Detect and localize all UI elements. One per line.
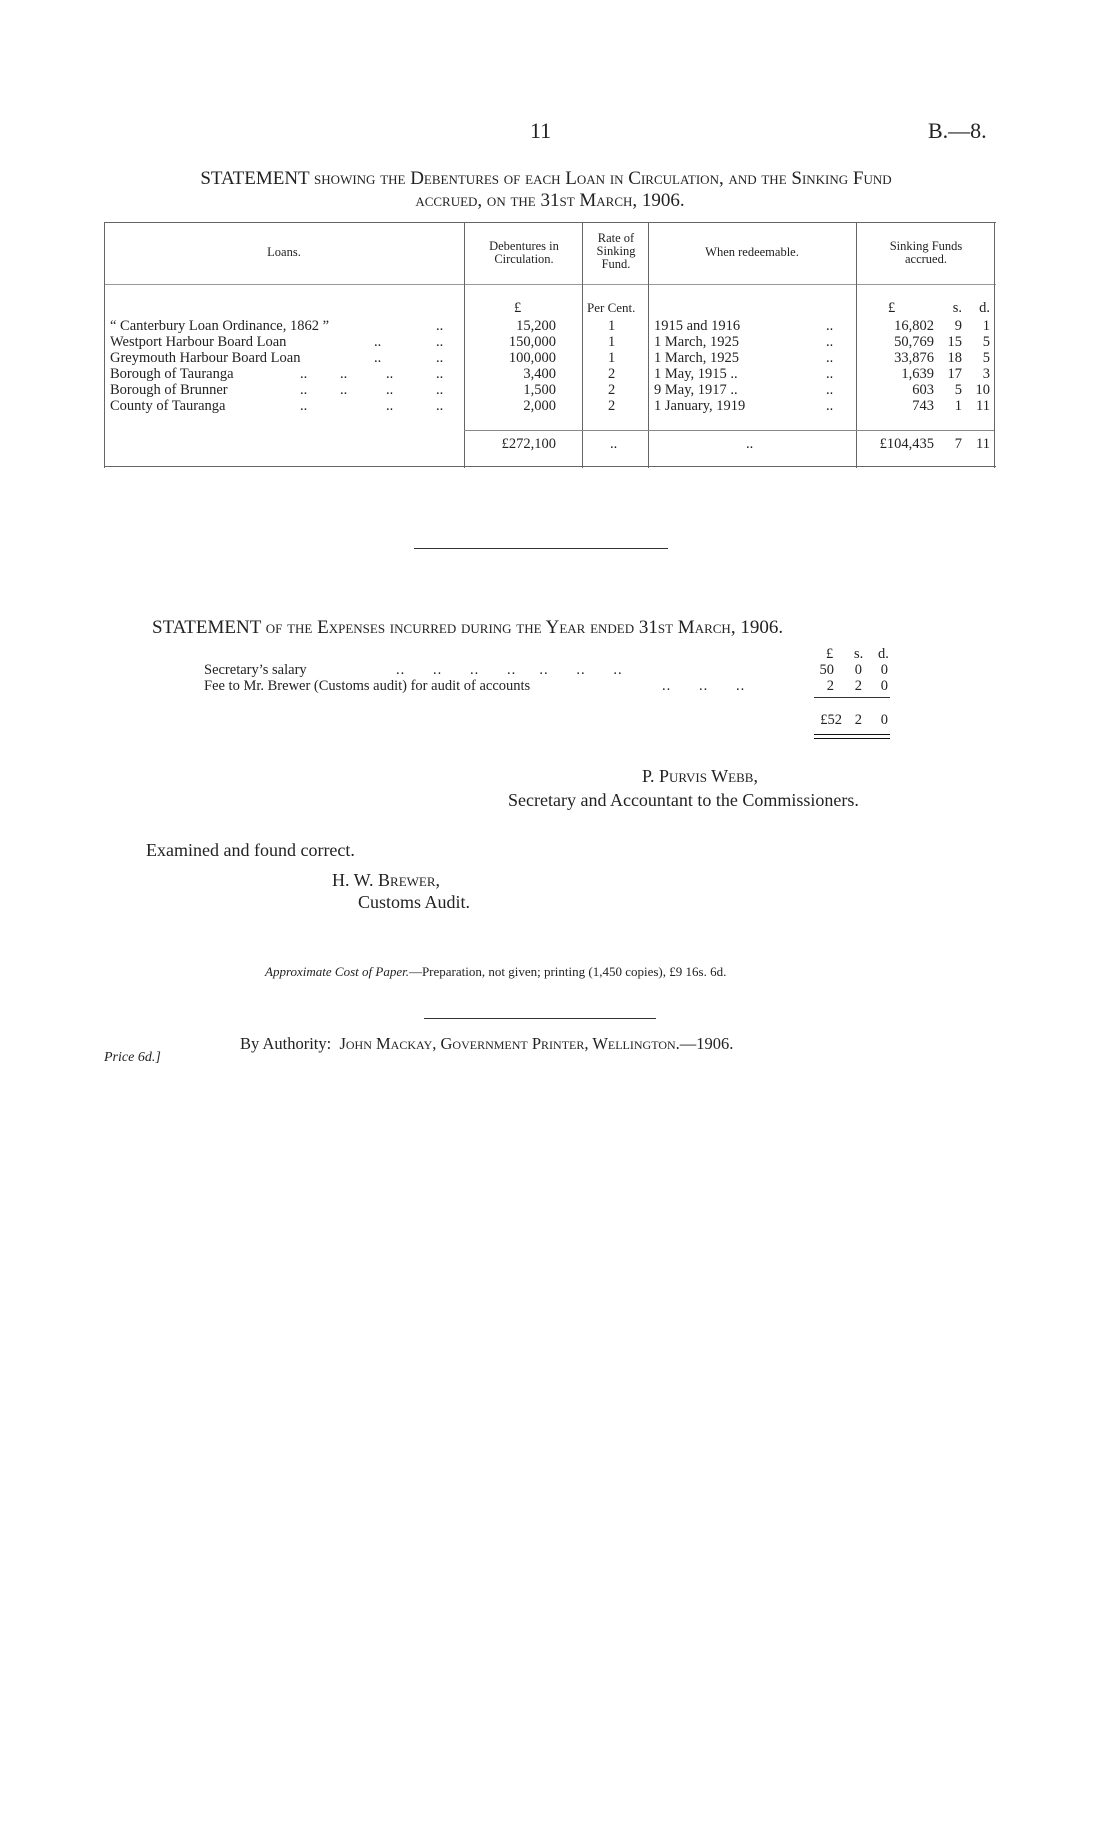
leader-dots: .. bbox=[300, 398, 308, 414]
redeemable-value: 1 January, 1919 bbox=[654, 398, 746, 414]
leader-dots: .. .. .. bbox=[662, 678, 746, 694]
shillings-value: 9 bbox=[954, 318, 962, 334]
expense-total-shillings: 2 bbox=[854, 712, 862, 728]
footer-divider bbox=[424, 1018, 656, 1019]
pounds-value: 603 bbox=[912, 382, 934, 398]
loan-name: “ Canterbury Loan Ordinance, 1862 ” bbox=[110, 318, 330, 334]
table-header-border bbox=[104, 284, 996, 285]
pence-value: 3 bbox=[982, 366, 990, 382]
expense-shillings: 2 bbox=[854, 678, 862, 694]
pounds-value: 16,802 bbox=[894, 318, 934, 334]
pence-value: 5 bbox=[982, 334, 990, 350]
col-header-redeemable: When redeemable. bbox=[705, 245, 799, 259]
col-header-rate: Rate of Sinking Fund. bbox=[596, 231, 636, 271]
pence-value: 11 bbox=[976, 398, 990, 414]
expense-pounds: 50 bbox=[819, 662, 834, 678]
authority-text: John Mackay, Government Printer, Wellington.—1906. bbox=[339, 1034, 734, 1053]
table-bottom-border bbox=[104, 466, 996, 467]
loans-table bbox=[104, 222, 996, 468]
debentures-value: 2,000 bbox=[523, 398, 556, 414]
rate-value: 1 bbox=[608, 318, 616, 334]
leader-dots: .. bbox=[386, 366, 394, 382]
total-pounds: £104,435 bbox=[879, 436, 934, 452]
expense-total-pounds: £52 bbox=[820, 712, 842, 728]
shillings-value: 1 bbox=[954, 398, 962, 414]
auditor-name: H. W. Brewer, bbox=[332, 870, 441, 890]
expenses-statement-title: STATEMENT of the Expenses incurred during the Year ended 31st March, 1906. bbox=[152, 617, 784, 638]
cost-text: —Preparation, not given; printing (1,450 copies), £9 16s. 6d. bbox=[408, 964, 727, 979]
redeemable-value: 1915 and 1916 bbox=[654, 318, 741, 334]
authority-label: By Authority: bbox=[240, 1034, 332, 1053]
unit-pounds: £ bbox=[888, 300, 896, 316]
shillings-value: 17 bbox=[947, 366, 962, 382]
exp-unit-pence: d. bbox=[878, 646, 889, 662]
total-separator bbox=[464, 430, 994, 431]
table-divider bbox=[464, 222, 465, 468]
rate-value: 1 bbox=[608, 350, 616, 366]
loan-name: Greymouth Harbour Board Loan bbox=[110, 350, 301, 366]
leader-dots: .. bbox=[826, 334, 834, 350]
pence-value: 5 bbox=[982, 350, 990, 366]
leader-dots: .. bbox=[436, 398, 444, 414]
expense-pence: 0 bbox=[880, 662, 888, 678]
exp-unit-shillings: s. bbox=[854, 646, 864, 662]
leader-dots: .. bbox=[826, 382, 834, 398]
total-pence: 11 bbox=[976, 436, 990, 452]
pence-value: 10 bbox=[975, 382, 990, 398]
leader-dots: .. bbox=[436, 334, 444, 350]
leader-dots: .. bbox=[436, 318, 444, 334]
loans-statement-title-line1: STATEMENT showing the Debentures of each Loan in Circulation, and the Sinking Fund bbox=[200, 168, 892, 189]
loan-name: County of Tauranga bbox=[110, 398, 226, 414]
total-redeemable: .. bbox=[746, 436, 754, 452]
redeemable-value: 1 May, 1915 .. bbox=[654, 366, 738, 382]
leader-dots: .. .. .. .. .. .. .. bbox=[396, 662, 623, 678]
price-note: Price 6d.] bbox=[104, 1050, 161, 1065]
cost-note bbox=[265, 964, 726, 980]
redeemable-value: 1 March, 1925 bbox=[654, 334, 739, 350]
cost-label: Approximate Cost of Paper. bbox=[265, 964, 409, 979]
debentures-value: 15,200 bbox=[516, 318, 556, 334]
leader-dots: .. bbox=[386, 398, 394, 414]
expense-total-pence: 0 bbox=[880, 712, 888, 728]
expense-label: Fee to Mr. Brewer (Customs audit) for audit of accounts bbox=[204, 678, 531, 694]
debentures-value: 1,500 bbox=[523, 382, 556, 398]
leader-dots: .. bbox=[374, 350, 382, 366]
unit-pence: d. bbox=[979, 300, 990, 316]
expense-pounds: 2 bbox=[826, 678, 834, 694]
debentures-value: 150,000 bbox=[508, 334, 556, 350]
pounds-value: 743 bbox=[912, 398, 934, 414]
auditor-title: Customs Audit. bbox=[358, 892, 471, 912]
examined-note: Examined and found correct. bbox=[146, 840, 355, 860]
page-number: 11 bbox=[530, 118, 552, 143]
table-divider bbox=[856, 222, 857, 468]
rate-value: 1 bbox=[608, 334, 616, 350]
redeemable-value: 1 March, 1925 bbox=[654, 350, 739, 366]
loan-name: Borough of Brunner bbox=[110, 382, 228, 398]
loans-statement-title-line2: accrued, on the 31st March, 1906. bbox=[415, 190, 685, 211]
table-right-border bbox=[994, 222, 995, 468]
secretary-title: Secretary and Accountant to the Commissioners. bbox=[508, 790, 859, 810]
section-divider bbox=[414, 548, 668, 549]
authority-line bbox=[240, 1034, 733, 1054]
total-rate: .. bbox=[610, 436, 618, 452]
total-debentures: £272,100 bbox=[501, 436, 556, 452]
expense-shillings: 0 bbox=[854, 662, 862, 678]
col-header-debentures: Debentures in Circulation. bbox=[489, 239, 559, 266]
table-top-border bbox=[104, 222, 996, 223]
table-divider bbox=[582, 222, 583, 468]
pounds-value: 33,876 bbox=[894, 350, 934, 366]
leader-dots: .. bbox=[826, 366, 834, 382]
leader-dots: .. bbox=[826, 398, 834, 414]
exp-unit-pounds: £ bbox=[826, 646, 834, 662]
loan-name: Borough of Tauranga bbox=[110, 366, 234, 382]
unit-rate: Per Cent. bbox=[587, 300, 636, 315]
shillings-value: 5 bbox=[954, 382, 962, 398]
expense-pence: 0 bbox=[880, 678, 888, 694]
loan-name: Westport Harbour Board Loan bbox=[110, 334, 287, 350]
leader-dots: .. bbox=[436, 350, 444, 366]
unit-shillings: s. bbox=[952, 300, 962, 316]
leader-dots: .. bbox=[300, 382, 308, 398]
debentures-value: 3,400 bbox=[523, 366, 556, 382]
debentures-value: 100,000 bbox=[508, 350, 556, 366]
leader-dots: .. bbox=[826, 350, 834, 366]
leader-dots: .. bbox=[340, 366, 348, 382]
total-rule bbox=[814, 697, 890, 698]
redeemable-value: 9 May, 1917 .. bbox=[654, 382, 738, 398]
leader-dots: .. bbox=[386, 382, 394, 398]
rate-value: 2 bbox=[608, 382, 616, 398]
loans-statement-title bbox=[100, 168, 1000, 212]
col-header-accrued: Sinking Funds accrued. bbox=[889, 239, 963, 266]
leader-dots: .. bbox=[300, 366, 308, 382]
double-rule bbox=[814, 738, 890, 739]
expense-label: Secretary’s salary bbox=[204, 662, 307, 678]
document-code: B.—8. bbox=[928, 118, 987, 143]
pence-value: 1 bbox=[982, 318, 990, 334]
rate-value: 2 bbox=[608, 398, 616, 414]
pounds-value: 50,769 bbox=[894, 334, 934, 350]
leader-dots: .. bbox=[340, 382, 348, 398]
leader-dots: .. bbox=[826, 318, 834, 334]
col-header-loans: Loans. bbox=[267, 245, 301, 259]
shillings-value: 15 bbox=[947, 334, 962, 350]
unit-debentures: £ bbox=[514, 300, 522, 316]
leader-dots: .. bbox=[436, 382, 444, 398]
rate-value: 2 bbox=[608, 366, 616, 382]
secretary-name: P. Purvis Webb, bbox=[642, 766, 758, 786]
leader-dots: .. bbox=[436, 366, 444, 382]
leader-dots: .. bbox=[374, 334, 382, 350]
shillings-value: 18 bbox=[947, 350, 962, 366]
total-shillings: 7 bbox=[954, 436, 962, 452]
pounds-value: 1,639 bbox=[901, 366, 934, 382]
double-rule bbox=[814, 734, 890, 735]
